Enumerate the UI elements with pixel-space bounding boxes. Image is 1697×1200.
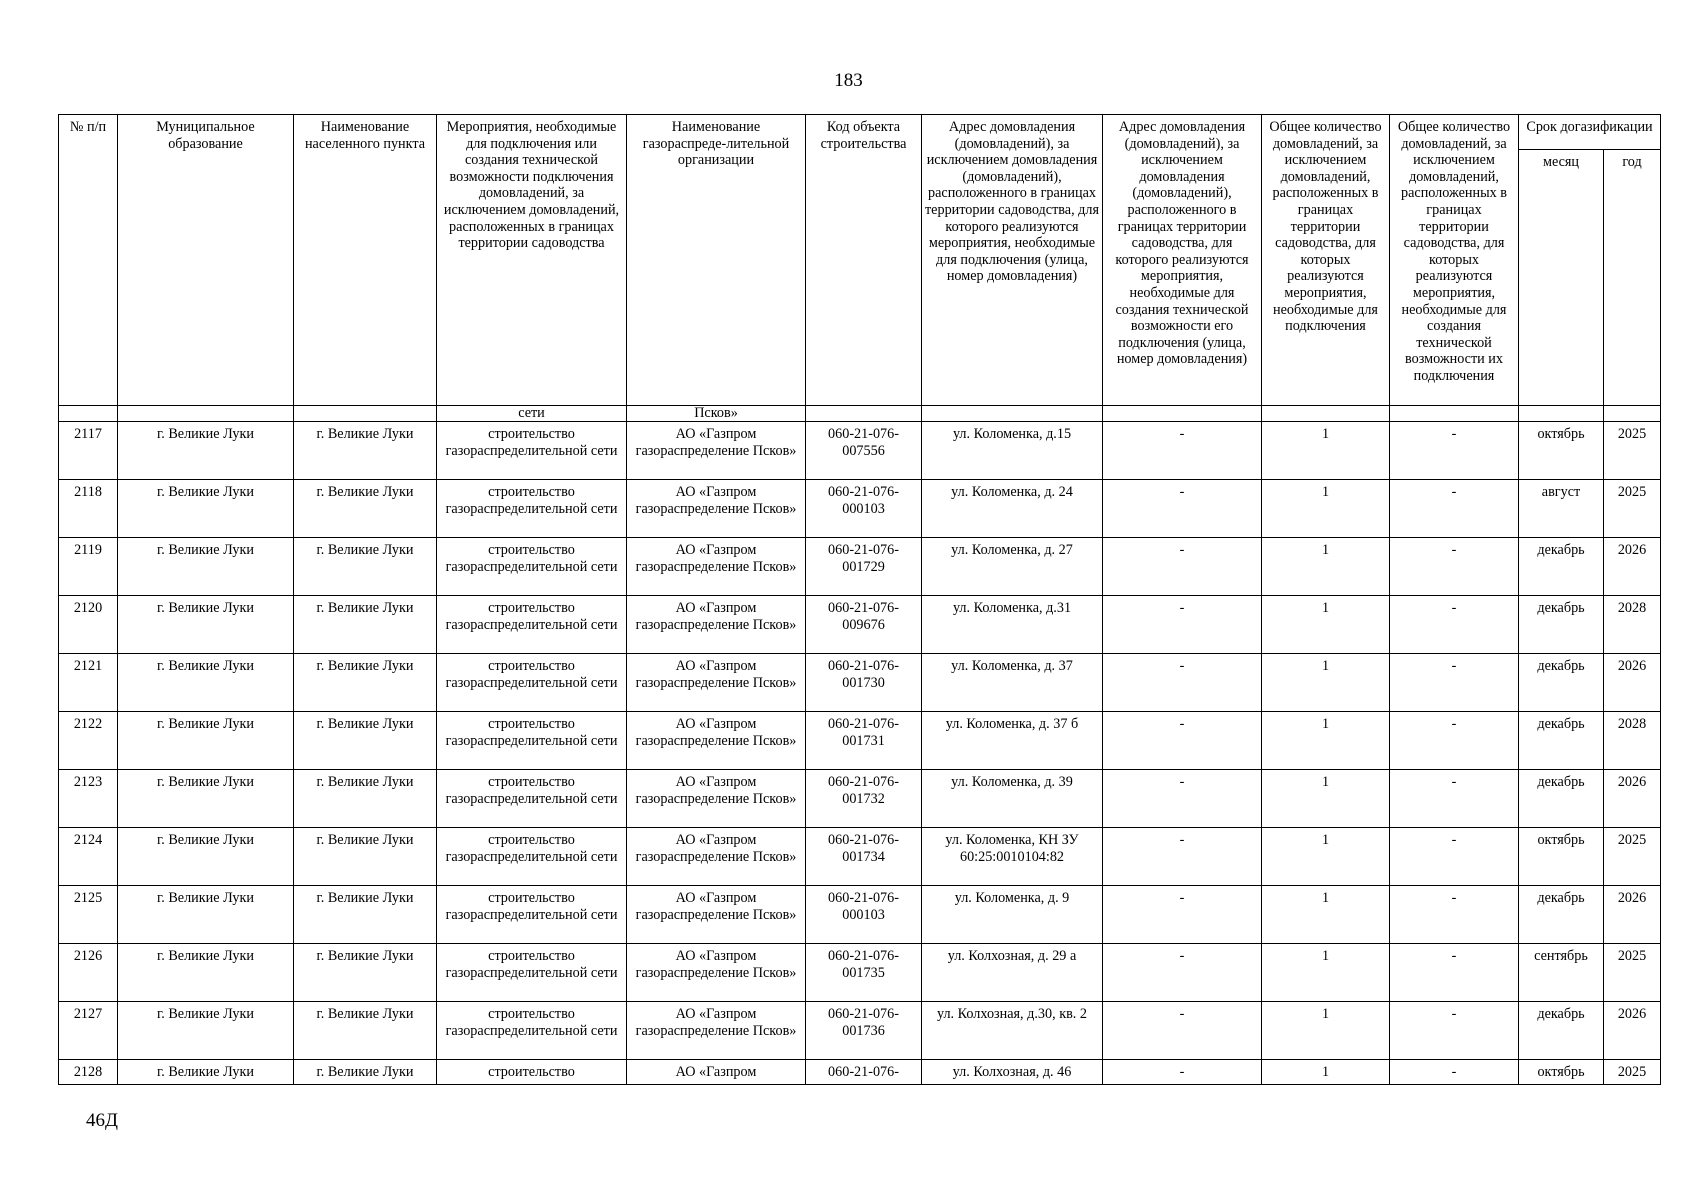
cell-year: 2026 [1604, 654, 1661, 712]
cell-count-connect: 1 [1262, 712, 1390, 770]
cell-municipality: г. Великие Луки [118, 886, 294, 944]
cell-gas-org: АО «Газпром газораспределение Псков» [627, 712, 806, 770]
cell-address-tech: - [1103, 538, 1262, 596]
cell [1262, 406, 1390, 422]
cell-measures: строительство газораспределительной сети [437, 886, 627, 944]
cell-measures: строительство газораспределительной сети [437, 944, 627, 1002]
cell-count-tech: - [1390, 1060, 1519, 1085]
cell-count-connect: 1 [1262, 770, 1390, 828]
cell-address-tech: - [1103, 654, 1262, 712]
cell-gas-org: АО «Газпром газораспределение Псков» [627, 828, 806, 886]
cell-address: ул. Коломенка, д. 24 [922, 480, 1103, 538]
cell-count-connect: 1 [1262, 944, 1390, 1002]
cell-num: 2118 [59, 480, 118, 538]
cell-measures: строительство газораспределительной сети [437, 596, 627, 654]
cell-gas-org: АО «Газпром газораспределение Псков» [627, 886, 806, 944]
cell-month: декабрь [1519, 654, 1604, 712]
cell-year: 2028 [1604, 712, 1661, 770]
header-object-code: Код объекта строительства [806, 115, 922, 406]
cell-count-connect: 1 [1262, 596, 1390, 654]
cell-num: 2122 [59, 712, 118, 770]
cell-gas-org: АО «Газпром газораспределение Псков» [627, 1002, 806, 1060]
header-settlement: Наименование населенного пункта [294, 115, 437, 406]
cell-year: 2025 [1604, 1060, 1661, 1085]
cell-measures: сети [437, 406, 627, 422]
cell-gas-org: АО «Газпром газораспределение Псков» [627, 944, 806, 1002]
cell [806, 406, 922, 422]
cell-count-tech: - [1390, 422, 1519, 480]
cell-gas-org: АО «Газпром газораспределение Псков» [627, 480, 806, 538]
cell-year: 2025 [1604, 422, 1661, 480]
cell-month: сентябрь [1519, 944, 1604, 1002]
header-address-tech: Адрес домовладения (домовладений), за исключением домовладения (домовладений), расположенного в границах территории садоводства, для которого реализуются мероприятия, необходимые для создания технической возможности его подключения (улица, номер домовладения) [1103, 115, 1262, 406]
header-count-tech: Общее количество домовладений, за исключением домовладений, расположенных в границах территории садоводства, для которых реализуются мероприятия, необходимые для создания технической возможности их подключения [1390, 115, 1519, 406]
cell-settlement: г. Великие Луки [294, 1002, 437, 1060]
cell-count-tech: - [1390, 480, 1519, 538]
cell [922, 406, 1103, 422]
cell-settlement: г. Великие Луки [294, 1060, 437, 1085]
cell-measures: строительство газораспределительной сети [437, 828, 627, 886]
cell-address: ул. Коломенка, КН ЗУ 60:25:0010104:82 [922, 828, 1103, 886]
cell-settlement: г. Великие Луки [294, 480, 437, 538]
cell-count-tech: - [1390, 538, 1519, 596]
cell-gas-org: АО «Газпром газораспределение Псков» [627, 422, 806, 480]
cell-num: 2121 [59, 654, 118, 712]
cell-num: 2126 [59, 944, 118, 1002]
cell-num: 2123 [59, 770, 118, 828]
cell-municipality: г. Великие Луки [118, 1002, 294, 1060]
table-row [59, 944, 1661, 1002]
cell-count-connect: 1 [1262, 480, 1390, 538]
cell-municipality: г. Великие Луки [118, 712, 294, 770]
cell-year: 2026 [1604, 770, 1661, 828]
cell-settlement: г. Великие Луки [294, 654, 437, 712]
cell [294, 406, 437, 422]
cell-num: 2120 [59, 596, 118, 654]
table-row [59, 538, 1661, 596]
cell-address-tech: - [1103, 770, 1262, 828]
cell-measures: строительство газораспределительной сети [437, 654, 627, 712]
cell-object-code: 060-21-076-001732 [806, 770, 922, 828]
cell-municipality: г. Великие Луки [118, 596, 294, 654]
cell-count-tech: - [1390, 596, 1519, 654]
header-address-connect: Адрес домовладения (домовладений), за исключением домовладения (домовладений), расположенного в границах территории садоводства, для которого реализуются мероприятия, необходимые для подключения (улица, номер домовладения) [922, 115, 1103, 406]
header-municipality: Муниципальное образование [118, 115, 294, 406]
cell-gas-org: АО «Газпром газораспределение Псков» [627, 596, 806, 654]
cell-address: ул. Коломенка, д.31 [922, 596, 1103, 654]
cell-object-code: 060-21-076-007556 [806, 422, 922, 480]
table-row [59, 480, 1661, 538]
cell-count-connect: 1 [1262, 886, 1390, 944]
cell-address-tech: - [1103, 828, 1262, 886]
cell-settlement: г. Великие Луки [294, 596, 437, 654]
table-row [59, 886, 1661, 944]
cell-measures: строительство [437, 1060, 627, 1085]
cell-municipality: г. Великие Луки [118, 538, 294, 596]
cell-count-tech: - [1390, 944, 1519, 1002]
cell-municipality: г. Великие Луки [118, 828, 294, 886]
cell-month: октябрь [1519, 1060, 1604, 1085]
header-year: год [1604, 150, 1661, 406]
cell-object-code: 060-21-076-001735 [806, 944, 922, 1002]
cell-address: ул. Коломенка, д. 39 [922, 770, 1103, 828]
table-header-row [59, 115, 1661, 150]
cell-month: декабрь [1519, 596, 1604, 654]
cell-settlement: г. Великие Луки [294, 422, 437, 480]
cell-year: 2026 [1604, 1002, 1661, 1060]
cell-municipality: г. Великие Луки [118, 944, 294, 1002]
cell-settlement: г. Великие Луки [294, 944, 437, 1002]
cell-object-code: 060-21-076-000103 [806, 886, 922, 944]
cell-month: декабрь [1519, 886, 1604, 944]
table-row [59, 770, 1661, 828]
cell-object-code: 060-21-076- [806, 1060, 922, 1085]
cell [1103, 406, 1262, 422]
cell-measures: строительство газораспределительной сети [437, 712, 627, 770]
cell-municipality: г. Великие Луки [118, 422, 294, 480]
cell-count-connect: 1 [1262, 422, 1390, 480]
cell-municipality: г. Великие Луки [118, 480, 294, 538]
cell-address-tech: - [1103, 1060, 1262, 1085]
cell-address: ул. Коломенка, д. 27 [922, 538, 1103, 596]
cell-gas-org: Псков» [627, 406, 806, 422]
cell-measures: строительство газораспределительной сети [437, 422, 627, 480]
cell-address: ул. Коломенка, д. 37 б [922, 712, 1103, 770]
cell-municipality: г. Великие Луки [118, 654, 294, 712]
cell-gas-org: АО «Газпром газораспределение Псков» [627, 538, 806, 596]
header-month: месяц [1519, 150, 1604, 406]
cell-object-code: 060-21-076-001731 [806, 712, 922, 770]
cell-count-connect: 1 [1262, 828, 1390, 886]
cell-count-connect: 1 [1262, 1060, 1390, 1085]
cell-address: ул. Коломенка, д.15 [922, 422, 1103, 480]
cell-settlement: г. Великие Луки [294, 770, 437, 828]
cell-object-code: 060-21-076-009676 [806, 596, 922, 654]
cell-num: 2124 [59, 828, 118, 886]
cell-gas-org: АО «Газпром газораспределение Псков» [627, 770, 806, 828]
cell-object-code: 060-21-076-001730 [806, 654, 922, 712]
cell-object-code: 060-21-076-001729 [806, 538, 922, 596]
cell-num: 2127 [59, 1002, 118, 1060]
cell-address: ул. Колхозная, д.30, кв. 2 [922, 1002, 1103, 1060]
cell-count-connect: 1 [1262, 654, 1390, 712]
cell-year: 2026 [1604, 538, 1661, 596]
cell-municipality: г. Великие Луки [118, 1060, 294, 1085]
cell-address-tech: - [1103, 480, 1262, 538]
table-row [59, 712, 1661, 770]
cell-object-code: 060-21-076-000103 [806, 480, 922, 538]
cell-settlement: г. Великие Луки [294, 538, 437, 596]
cell-month: декабрь [1519, 712, 1604, 770]
cell-address-tech: - [1103, 712, 1262, 770]
cell-month: октябрь [1519, 422, 1604, 480]
cell-count-tech: - [1390, 828, 1519, 886]
cell-address-tech: - [1103, 422, 1262, 480]
cell-count-tech: - [1390, 770, 1519, 828]
header-deadline: Срок догазификации [1519, 115, 1661, 150]
table-row [59, 1060, 1661, 1085]
cell-num: 2117 [59, 422, 118, 480]
cell [1390, 406, 1519, 422]
cell [59, 406, 118, 422]
cell [1519, 406, 1604, 422]
header-measures: Мероприятия, необходимые для подключения или создания технической возможности подключения домовладений, за исключением домовладений, расположенных в границах территории садоводства [437, 115, 627, 406]
header-num: № п/п [59, 115, 118, 406]
cell-month: август [1519, 480, 1604, 538]
cell-address: ул. Коломенка, д. 9 [922, 886, 1103, 944]
cell-object-code: 060-21-076-001736 [806, 1002, 922, 1060]
cell-address: ул. Колхозная, д. 29 а [922, 944, 1103, 1002]
cell [118, 406, 294, 422]
header-gas-org: Наименование газораспреде-лительной организации [627, 115, 806, 406]
cell-municipality: г. Великие Луки [118, 770, 294, 828]
cell-settlement: г. Великие Луки [294, 828, 437, 886]
cell-address: ул. Коломенка, д. 37 [922, 654, 1103, 712]
cell-address-tech: - [1103, 944, 1262, 1002]
cell-address-tech: - [1103, 1002, 1262, 1060]
table-row [59, 828, 1661, 886]
cell-measures: строительство газораспределительной сети [437, 480, 627, 538]
cell-measures: строительство газораспределительной сети [437, 1002, 627, 1060]
table-row [59, 422, 1661, 480]
cell-year: 2025 [1604, 480, 1661, 538]
cell-measures: строительство газораспределительной сети [437, 538, 627, 596]
header-count-connect: Общее количество домовладений, за исключением домовладений, расположенных в границах территории садоводства, для которых реализуются мероприятия, необходимые для подключения [1262, 115, 1390, 406]
cell-count-tech: - [1390, 1002, 1519, 1060]
cell-count-connect: 1 [1262, 538, 1390, 596]
footer-document-code: 46Д [86, 1110, 118, 1131]
cell-month: декабрь [1519, 538, 1604, 596]
cell-year: 2025 [1604, 944, 1661, 1002]
cell-settlement: г. Великие Луки [294, 712, 437, 770]
cell-gas-org: АО «Газпром [627, 1060, 806, 1085]
cell-object-code: 060-21-076-001734 [806, 828, 922, 886]
table-row [59, 654, 1661, 712]
cell-settlement: г. Великие Луки [294, 886, 437, 944]
cell-address-tech: - [1103, 596, 1262, 654]
cell-month: октябрь [1519, 828, 1604, 886]
cell-measures: строительство газораспределительной сети [437, 770, 627, 828]
cell-month: декабрь [1519, 1002, 1604, 1060]
gasification-table [58, 114, 1661, 1085]
cell-gas-org: АО «Газпром газораспределение Псков» [627, 654, 806, 712]
cell [1604, 406, 1661, 422]
table-row [59, 596, 1661, 654]
page-number: 183 [834, 70, 863, 91]
cell-address-tech: - [1103, 886, 1262, 944]
cell-address: ул. Колхозная, д. 46 [922, 1060, 1103, 1085]
cell-count-tech: - [1390, 712, 1519, 770]
cell-num: 2125 [59, 886, 118, 944]
cell-year: 2025 [1604, 828, 1661, 886]
continuation-row [59, 406, 1661, 422]
table-row [59, 1002, 1661, 1060]
cell-count-tech: - [1390, 886, 1519, 944]
cell-num: 2128 [59, 1060, 118, 1085]
cell-count-tech: - [1390, 654, 1519, 712]
cell-count-connect: 1 [1262, 1002, 1390, 1060]
cell-year: 2028 [1604, 596, 1661, 654]
cell-month: декабрь [1519, 770, 1604, 828]
cell-year: 2026 [1604, 886, 1661, 944]
cell-num: 2119 [59, 538, 118, 596]
